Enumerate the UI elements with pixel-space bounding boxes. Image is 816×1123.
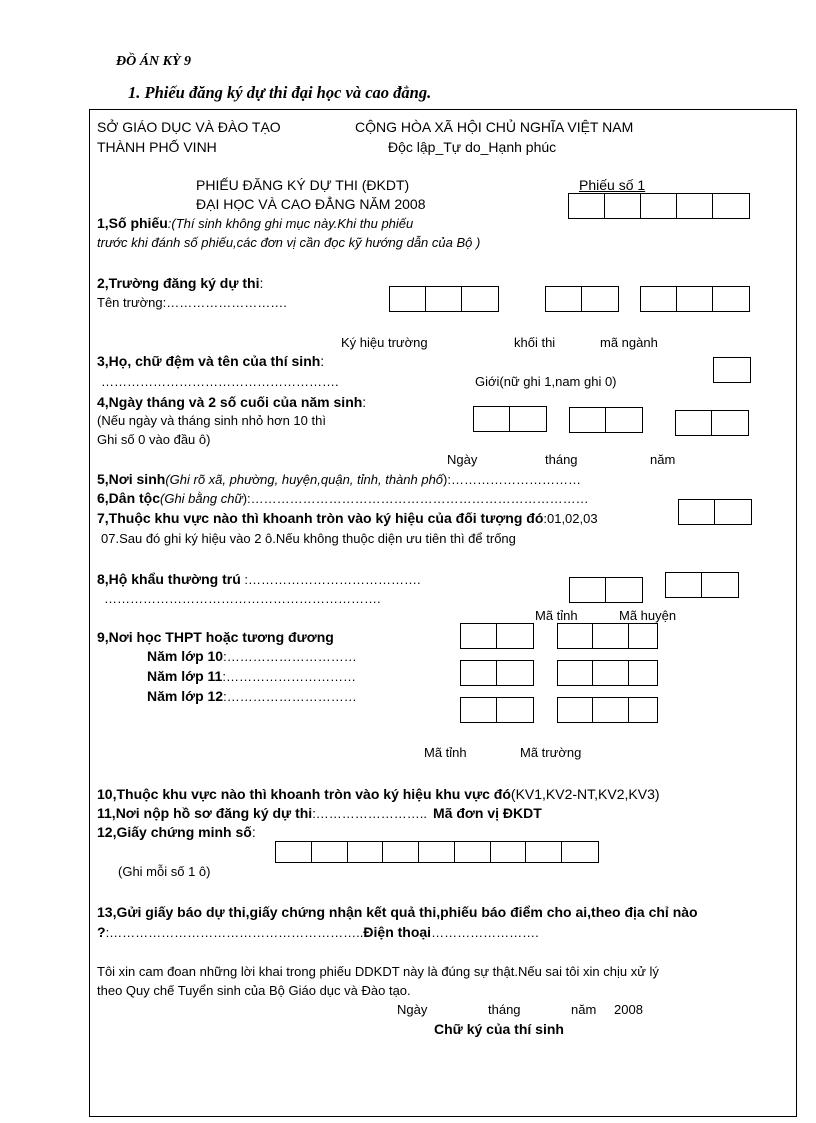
form-subtitle: ĐẠI HỌC VÀ CAO ĐẲNG NĂM 2008: [196, 196, 426, 212]
submission-place-field[interactable]: :……………………..: [312, 806, 428, 821]
box-cell[interactable]: [582, 287, 618, 311]
box-cell[interactable]: [641, 287, 677, 311]
residence-field-line2[interactable]: ……………………………………………………….: [104, 591, 381, 606]
box-cell[interactable]: [713, 287, 749, 311]
grade10-school-boxes[interactable]: [557, 623, 658, 649]
box-cell[interactable]: [474, 407, 510, 431]
box-cell[interactable]: [677, 287, 713, 311]
box-cell[interactable]: [526, 842, 562, 862]
box-cell[interactable]: [276, 842, 312, 862]
q3-label: 3,Họ, chữ đệm và tên của thí sinh: [97, 353, 321, 369]
box-cell[interactable]: [676, 411, 712, 435]
birthplace-field[interactable]: ):…………………………: [443, 472, 581, 487]
box-cell[interactable]: [714, 358, 750, 382]
residence-district-boxes[interactable]: [665, 572, 739, 598]
q10-label: 10,Thuộc khu vực nào thì khoanh tròn vào ký hiệu khu vực đó: [97, 786, 511, 802]
caption-exam-block: khối thi: [514, 335, 556, 350]
grade11-field[interactable]: :…………………………: [222, 669, 356, 684]
box-cell[interactable]: [419, 842, 455, 862]
unit-code-label: Mã đơn vị ĐKDT: [433, 805, 542, 821]
school-symbol-boxes[interactable]: [389, 286, 499, 312]
residence-field[interactable]: :………………………………….: [240, 572, 421, 587]
q4-colon: :: [362, 394, 367, 410]
sign-year: năm: [571, 1002, 597, 1017]
form-title: PHIẾU ĐĂNG KÝ DỰ THI (ĐKDT): [196, 177, 410, 193]
grade10-label: Năm lớp 10: [147, 648, 224, 664]
form-number-boxes[interactable]: [568, 193, 750, 219]
full-name-field[interactable]: ……………………………………………….: [101, 374, 339, 389]
caption-district-code: Mã huyện: [619, 608, 677, 623]
box-cell[interactable]: [641, 194, 677, 218]
grade10-row: [147, 648, 357, 664]
grade11-label: Năm lớp 11: [147, 668, 223, 684]
q9-label: 9,Nơi học THPT hoặc tương đương: [97, 629, 334, 645]
q5-label: 5,Nơi sinh: [97, 471, 166, 487]
box-cell[interactable]: [312, 842, 348, 862]
box-cell[interactable]: [497, 624, 533, 648]
nation-motto: Độc lập_Tự do_Hạnh phúc: [388, 139, 557, 155]
box-cell[interactable]: [462, 287, 498, 311]
q13-label: 13,Gửi giấy báo dự thi,giấy chứng nhận kết quả thi,phiếu báo điểm cho ai,theo địa chỉ nào: [97, 904, 698, 920]
caption-school-code: Mã trường: [520, 745, 582, 760]
q4-note: (Nếu ngày và tháng sinh nhỏ hơn 10 thì: [97, 413, 326, 428]
q7-row: [97, 510, 598, 526]
q11-row: [97, 805, 542, 821]
box-cell[interactable]: [569, 194, 605, 218]
birth-year-boxes[interactable]: [675, 410, 749, 436]
grade12-row: [147, 688, 357, 704]
box-cell[interactable]: [461, 661, 497, 685]
nation-title: CỘNG HÒA XÃ HỘI CHỦ NGHĨA VIỆT NAM: [355, 119, 634, 135]
box-cell[interactable]: [629, 624, 657, 648]
box-cell[interactable]: [558, 624, 593, 648]
q6-label: 6,Dân tộc: [97, 490, 161, 506]
box-cell[interactable]: [383, 842, 419, 862]
q1-note-line2: trước khi đánh số phiếu,các đơn vị cần đọc kỹ hướng dẫn của Bộ ): [97, 235, 481, 250]
box-cell[interactable]: [455, 842, 491, 862]
q10-row: [97, 786, 660, 802]
box-cell[interactable]: [677, 194, 713, 218]
page-header: ĐỒ ÁN KỲ 9: [116, 54, 192, 69]
box-cell[interactable]: [605, 194, 641, 218]
q7-note: 07.Sau đó ghi ký hiệu vào 2 ô.Nếu không thuộc diện ưu tiên thì để trống: [101, 531, 516, 546]
grade10-field[interactable]: :…………………………: [223, 649, 357, 664]
caption-month: tháng: [545, 452, 578, 467]
id-number-boxes[interactable]: [275, 841, 599, 863]
q1-label: 1,Số phiếu: [97, 215, 168, 231]
grade12-school-boxes[interactable]: [557, 697, 658, 723]
sign-year-value: 2008: [614, 1002, 643, 1017]
box-cell[interactable]: [491, 842, 527, 862]
priority-object-boxes[interactable]: [678, 499, 752, 525]
box-cell[interactable]: [593, 661, 628, 685]
signature-label: Chữ ký của thí sinh: [434, 1021, 564, 1037]
box-cell[interactable]: [570, 408, 606, 432]
sign-day: Ngày: [397, 1002, 428, 1017]
caption-major-code: mã ngành: [600, 335, 658, 350]
q3-colon: :: [320, 353, 325, 369]
gender-box[interactable]: [713, 357, 751, 383]
q6-note: (Ghi bằng chữ: [160, 491, 243, 506]
gender-label: Giới(nữ ghi 1,nam ghi 0): [475, 374, 617, 389]
box-cell[interactable]: [593, 698, 628, 722]
residence-province-boxes[interactable]: [569, 577, 643, 603]
grade11-row: [147, 668, 356, 684]
q2-label: 2,Trường đăng ký dự thi: [97, 275, 260, 291]
q6-row: [97, 490, 589, 506]
grade11-province-boxes[interactable]: [460, 660, 534, 686]
box-cell[interactable]: [593, 624, 628, 648]
q12-row: [97, 824, 256, 840]
q7-label: 7,Thuộc khu vực nào thì khoanh tròn vào ký hiệu của đối tượng đó: [97, 510, 544, 526]
q10-values: (KV1,KV2-NT,KV2,KV3): [510, 786, 660, 802]
section-title: 1. Phiếu đăng ký dự thi đại học và cao đẳng.: [128, 83, 432, 102]
box-cell[interactable]: [510, 407, 546, 431]
box-cell[interactable]: [461, 698, 497, 722]
q12-colon: :: [251, 824, 256, 840]
box-cell[interactable]: [558, 698, 593, 722]
q2-colon: :: [259, 275, 264, 291]
q12-note: (Ghi mỗi số 1 ô): [118, 864, 211, 879]
grade12-label: Năm lớp 12: [147, 688, 224, 704]
q4-row: [97, 394, 366, 410]
birth-month-boxes[interactable]: [569, 407, 643, 433]
q5-note: (Ghi rõ xã, phường, huyện,quận, tỉnh, thành phố: [165, 472, 444, 487]
grade12-field[interactable]: :…………………………: [223, 689, 357, 704]
q7-values: :01,02,03: [543, 511, 598, 526]
box-cell[interactable]: [713, 194, 749, 218]
q1-row: [97, 215, 413, 231]
declaration-text-line2: theo Quy chế Tuyển sinh của Bộ Giáo dục và Đào tạo.: [97, 983, 411, 998]
box-cell[interactable]: [546, 287, 582, 311]
q3-row: [97, 353, 324, 369]
caption-school-symbol: Ký hiệu trường: [341, 335, 428, 350]
major-code-boxes[interactable]: [640, 286, 750, 312]
q4-note-line2: Ghi số 0 vào đầu ô): [97, 432, 211, 447]
q11-label: 11,Nơi nộp hồ sơ đăng ký dự thi: [97, 805, 313, 821]
exam-block-boxes[interactable]: [545, 286, 619, 312]
department-name: SỞ GIÁO DỤC VÀ ĐÀO TẠO: [97, 119, 281, 135]
q1-note: :(Thí sinh không ghi mục này.Khi thu phiếu: [167, 216, 414, 231]
recipient-address-field[interactable]: :…………………………………………………..: [105, 925, 364, 940]
box-cell[interactable]: [570, 578, 606, 602]
ethnicity-field[interactable]: ):……………………………………………………………………: [242, 491, 589, 506]
sign-month: tháng: [488, 1002, 521, 1017]
q2-row: [97, 275, 263, 291]
box-cell[interactable]: [497, 661, 533, 685]
box-cell[interactable]: [606, 578, 642, 602]
q12-label: 12,Giấy chứng minh số: [97, 824, 252, 840]
box-cell[interactable]: [558, 661, 593, 685]
form-number: Phiếu số 1: [579, 177, 646, 193]
caption-year: năm: [650, 452, 676, 467]
q13-label-line2: ?: [97, 924, 106, 940]
city-name: THÀNH PHỐ VINH: [97, 139, 217, 155]
birth-day-boxes[interactable]: [473, 406, 547, 432]
q13-row2: [97, 924, 539, 940]
q4-label: 4,Ngày tháng và 2 số cuối của năm sinh: [97, 394, 363, 410]
box-cell[interactable]: [629, 698, 657, 722]
caption-school-province: Mã tỉnh: [424, 745, 467, 760]
box-cell[interactable]: [606, 408, 642, 432]
q5-row: [97, 471, 581, 487]
q8-label: 8,Hộ khẩu thường trú: [97, 571, 241, 587]
box-cell[interactable]: [679, 500, 715, 524]
caption-day: Ngày: [447, 452, 478, 467]
box-cell[interactable]: [712, 411, 748, 435]
grade10-province-boxes[interactable]: [460, 623, 534, 649]
q8-row: [97, 571, 421, 587]
grade11-school-boxes[interactable]: [557, 660, 658, 686]
school-name-field[interactable]: Tên trường:……………………….: [97, 295, 287, 310]
box-cell[interactable]: [629, 661, 657, 685]
box-cell[interactable]: [426, 287, 462, 311]
phone-label: Điện thoại: [363, 924, 432, 940]
box-cell[interactable]: [666, 573, 702, 597]
box-cell[interactable]: [348, 842, 384, 862]
box-cell[interactable]: [390, 287, 426, 311]
box-cell[interactable]: [715, 500, 751, 524]
declaration-text: Tôi xin cam đoan những lời khai trong phiếu DDKDT này là đúng sự thật.Nếu sai tôi xin chịu xử lý: [97, 964, 659, 979]
box-cell[interactable]: [497, 698, 533, 722]
grade12-province-boxes[interactable]: [460, 697, 534, 723]
box-cell[interactable]: [702, 573, 738, 597]
phone-field[interactable]: …………………….: [431, 925, 539, 940]
box-cell[interactable]: [461, 624, 497, 648]
caption-province-code: Mã tỉnh: [535, 608, 578, 623]
box-cell[interactable]: [562, 842, 598, 862]
